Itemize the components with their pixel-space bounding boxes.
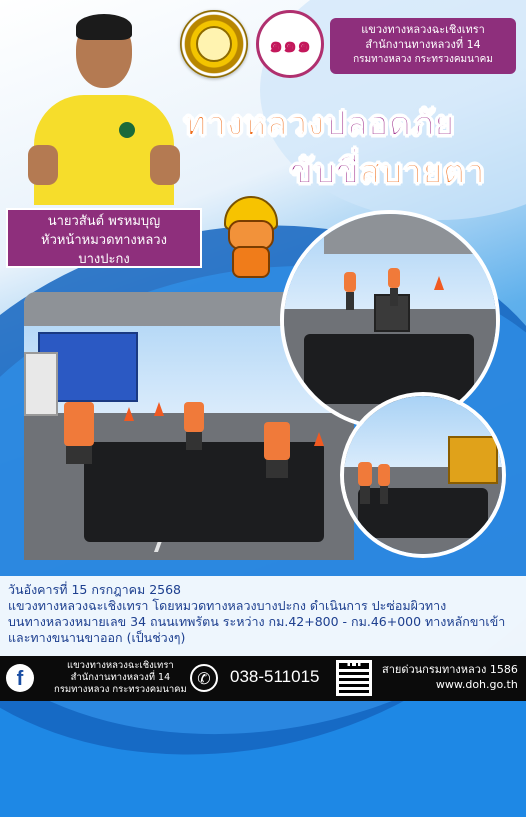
footer-office-line-2: สำนักงานทางหลวงที่ 14 <box>70 672 171 683</box>
worker <box>358 462 372 486</box>
phone-number[interactable]: 038-511015 <box>230 667 320 686</box>
shirt-emblem <box>119 122 135 138</box>
office-line-2: สำนักงานทางหลวงที่ 14 <box>365 38 481 51</box>
news-caption <box>0 576 526 656</box>
truck-cab <box>24 352 58 416</box>
asphalt-patch <box>358 488 488 538</box>
anniversary-logo-text: ๑๑๑ <box>269 31 311 58</box>
footer-office-line-3: กรมทางหลวง กระทรวงคมนาคม <box>54 684 187 695</box>
worker <box>184 402 204 432</box>
website-link[interactable]: www.doh.go.th <box>435 678 518 691</box>
anniversary-logo <box>256 10 324 78</box>
thumbs-up-right <box>150 145 180 185</box>
office-name-box <box>330 18 516 74</box>
asphalt-patch <box>304 334 474 404</box>
overpass <box>324 214 484 254</box>
caption-line-4: และทางขนานขาออก (เป็นช่วงๆ) <box>8 630 186 645</box>
thumbs-up-left <box>28 145 58 185</box>
office-line-3: กรมทางหลวง กระทรวงคมนาคม <box>353 54 493 65</box>
headline-comfortable: สบายตา <box>359 152 486 192</box>
headline-line-2 <box>290 144 485 198</box>
facebook-icon[interactable]: f <box>6 664 34 692</box>
mascot-body <box>232 246 270 278</box>
person-name: นายวสันต์ พรหมบุญ <box>47 214 161 229</box>
person-title-2: บางปะกง <box>78 252 130 267</box>
worker <box>378 464 390 486</box>
caption-line-2: แขวงทางหลวงฉะเชิงเทรา โดยหมวดทางหลวงบางปะกง ดำเนินการ ปะซ่อมผิวทาง <box>8 598 447 613</box>
headline-safe: ปลอดภัย <box>324 104 455 144</box>
person-title-1: หัวหน้าหมวดทางหลวง <box>41 233 167 248</box>
worker <box>64 402 94 446</box>
office-line-1: แขวงทางหลวงฉะเชิงเทรา <box>361 23 485 36</box>
footer-office-line-1: แขวงทางหลวงฉะเชิงเทรา <box>67 660 174 671</box>
headline-line-1 <box>184 96 455 150</box>
footer-bar <box>0 656 526 701</box>
mascot-icon <box>214 196 284 274</box>
hair <box>76 14 132 40</box>
person-photo <box>24 10 184 205</box>
worker <box>388 268 400 288</box>
worker <box>344 272 356 292</box>
worker <box>264 422 290 460</box>
person-name-box <box>6 208 202 268</box>
phone-icon: ✆ <box>190 664 218 692</box>
headline-highway: ทางหลวง <box>184 104 325 144</box>
headline-drive: ขับขี่ <box>290 152 360 192</box>
footer-office-name <box>54 660 187 696</box>
caption-line-3: บนทางหลวงหมายเลข 34 ถนนเทพรัตน ระหว่าง กม.42+800 - กม.46+000 ทางหลักขาเข้า <box>8 614 506 629</box>
road-repair-photo-circle-2 <box>340 392 506 558</box>
paver <box>448 436 498 484</box>
hotline-text: สายด่วนกรมทางหลวง 1586 <box>382 663 518 676</box>
qr-code[interactable] <box>336 660 372 696</box>
department-of-highways-logo <box>180 10 248 78</box>
hotline-info <box>382 662 518 692</box>
caption-date: วันอังคารที่ 15 กรกฎาคม 2568 <box>8 582 182 597</box>
logo-emblem <box>196 26 232 62</box>
